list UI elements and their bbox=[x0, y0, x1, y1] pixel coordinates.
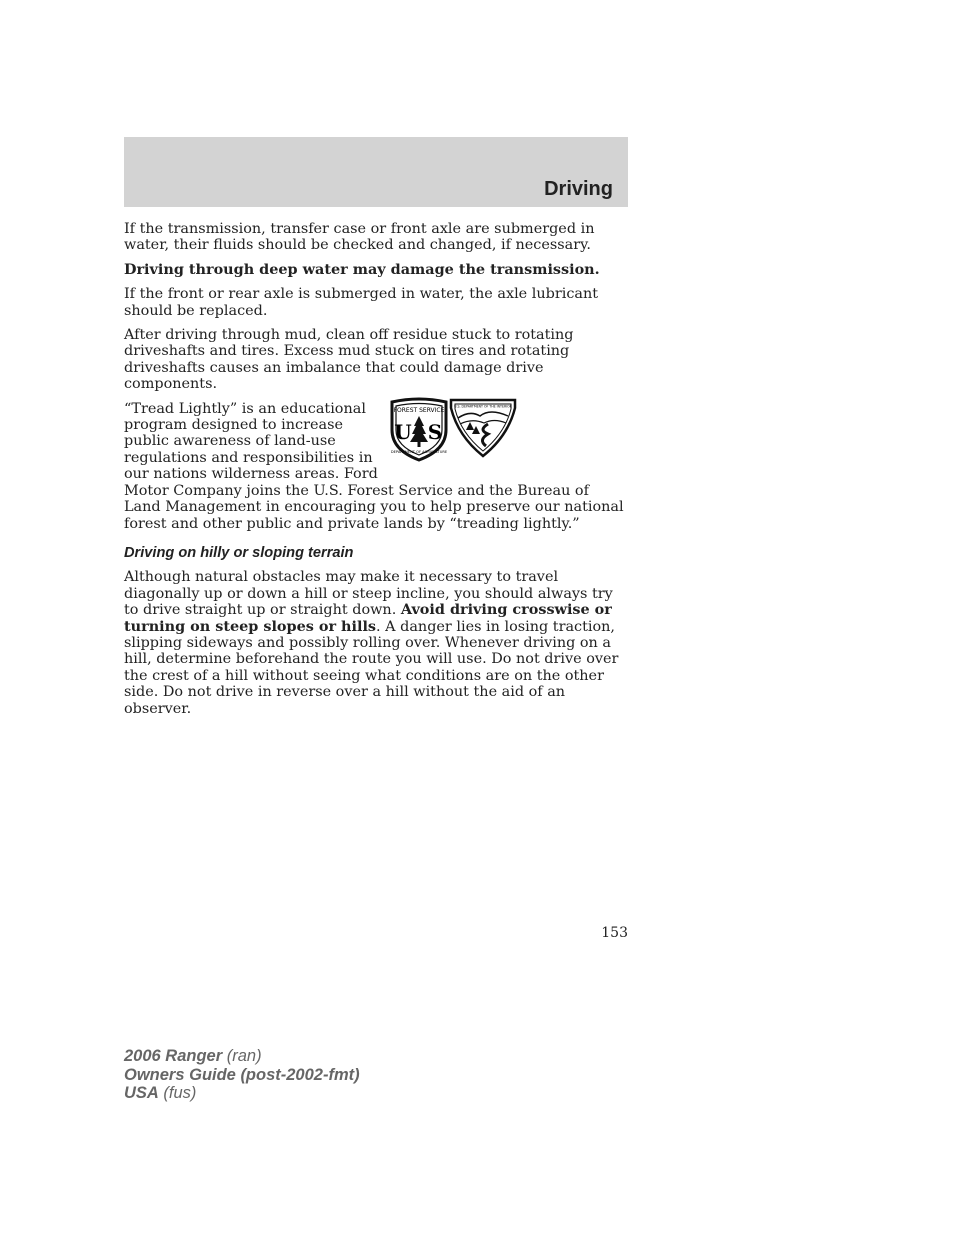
subsection-title-hilly-terrain: Driving on hilly or sloping terrain bbox=[124, 544, 354, 561]
hilly-warning-bold: Avoid driving crosswise or turning on steep slopes or hills bbox=[124, 601, 612, 635]
paragraph-hilly-terrain bbox=[124, 569, 628, 717]
paragraph-tread-lightly: “Tread Lightly” is an educational program designed to increase public awareness of land-use regulations and responsibilities in our nations wilderness areas. Ford Motor Company joins the U.S. Forest Service and the Bureau of Land Management in encouraging you to help preserve our national forest and other public and private lands by “treading lightly.” bbox=[124, 400, 624, 532]
paragraph-submerged-fluids: If the transmission, transfer case or front axle are submerged in water, their fluids should be checked and changed, if necessary. bbox=[124, 221, 595, 254]
section-title: Driving bbox=[544, 178, 613, 200]
forest-service-top-text: FOREST SERVICE bbox=[393, 406, 445, 414]
blm-shield-icon bbox=[448, 396, 518, 458]
blm-top-text: U.S. DEPARTMENT OF THE INTERIOR bbox=[454, 404, 512, 409]
hilly-text-end: . A danger lies in losing traction, slipping sideways and possibly rolling over. Whenever driving on a hill, determine beforehand the route you will use. Do not drive over the crest of a hill without seeing what conditions are on the other side. Do not drive in reverse over a hill without the aid of an observer. bbox=[124, 618, 619, 717]
forest-service-letter-u: U bbox=[394, 419, 412, 444]
paragraph-mud-residue: After driving through mud, clean off residue stuck to rotating driveshafts and tires. Excess mud stuck on tires and rotating driveshafts causes an imbalance that could damage drive components. bbox=[124, 327, 574, 393]
page-number: 153 bbox=[601, 925, 628, 941]
footer-line-2 bbox=[124, 1066, 360, 1085]
forest-service-shield-icon bbox=[388, 396, 450, 462]
page-content bbox=[124, 221, 628, 725]
footer-line-1 bbox=[124, 1047, 360, 1066]
paragraph-axle-lubricant: If the front or rear axle is submerged in water, the axle lubricant should be replaced. bbox=[124, 286, 599, 319]
footer-market: USA bbox=[124, 1084, 159, 1102]
section-header-band bbox=[124, 137, 628, 207]
footer-model: 2006 Ranger bbox=[124, 1047, 223, 1065]
hilly-text-start: Although natural obstacles may make it necessary to travel diagonally up or down a hill or steep incline, you should always try to drive straight up or straight down. bbox=[124, 569, 613, 619]
document-footer bbox=[124, 1047, 360, 1103]
footer-market-code: (fus) bbox=[158, 1084, 197, 1102]
warning-deep-water: Driving through deep water may damage the transmission. bbox=[124, 260, 600, 278]
forest-service-bottom-text: DEPARTMENT OF AGRICULTURE bbox=[390, 449, 448, 454]
footer-guide: Owners Guide (post-2002-fmt) bbox=[124, 1065, 360, 1084]
agency-logos bbox=[388, 396, 578, 466]
forest-service-letter-s: S bbox=[427, 419, 443, 444]
footer-model-code: (ran) bbox=[222, 1047, 262, 1065]
footer-line-3 bbox=[124, 1084, 360, 1103]
